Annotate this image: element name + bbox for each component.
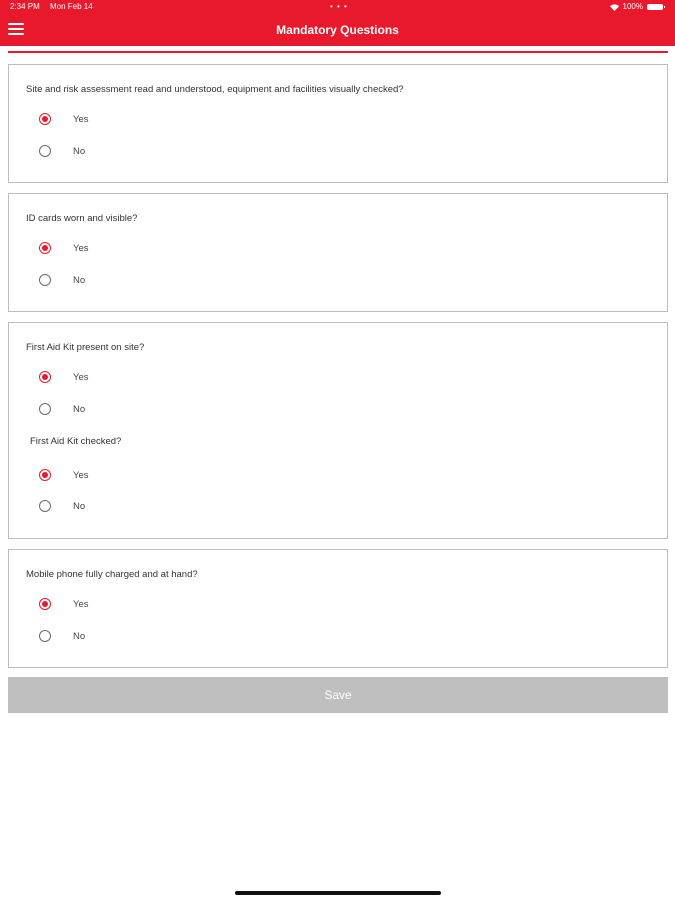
question-card-site-assessment	[8, 64, 668, 183]
battery-percentage: 100%	[622, 2, 643, 11]
radio-option-no[interactable]	[39, 144, 86, 158]
status-time: 2:34 PM	[10, 2, 40, 11]
status-date: Mon Feb 14	[50, 2, 93, 11]
radio-option-yes[interactable]	[39, 597, 89, 611]
home-indicator[interactable]	[235, 891, 441, 895]
radio-option-no[interactable]	[39, 629, 86, 643]
radio-option-no[interactable]	[39, 273, 86, 287]
radio-selected-icon[interactable]	[39, 242, 51, 254]
radio-option-yes[interactable]	[39, 468, 89, 482]
status-right	[610, 0, 663, 14]
question-card-mobile-phone	[8, 549, 668, 668]
question-card-id-cards	[8, 193, 668, 312]
option-label: No	[73, 500, 86, 512]
radio-unselected-icon[interactable]	[39, 403, 51, 415]
question-card-first-aid	[8, 322, 668, 539]
radio-option-yes[interactable]	[39, 370, 89, 384]
option-label: No	[73, 630, 86, 642]
navigation-bar	[0, 14, 675, 46]
radio-option-yes[interactable]	[39, 241, 89, 255]
radio-selected-icon[interactable]	[39, 469, 51, 481]
multitasking-dots: • • •	[330, 2, 348, 11]
radio-selected-icon[interactable]	[39, 113, 51, 125]
radio-selected-icon[interactable]	[39, 598, 51, 610]
option-label: Yes	[73, 371, 89, 383]
option-label: Yes	[73, 242, 89, 254]
question-label: Mobile phone fully charged and at hand?	[26, 569, 198, 580]
radio-unselected-icon[interactable]	[39, 274, 51, 286]
radio-option-yes[interactable]	[39, 112, 89, 126]
option-label: Yes	[73, 113, 89, 125]
wifi-icon	[610, 4, 619, 11]
page-title: Mandatory Questions	[276, 23, 399, 37]
option-label: No	[73, 403, 86, 415]
option-label: Yes	[73, 469, 89, 481]
option-label: No	[73, 145, 86, 157]
save-button[interactable]: Save	[8, 677, 668, 713]
question-label: Site and risk assessment read and understood, equipment and facilities visually checked?	[26, 84, 404, 95]
battery-icon	[647, 4, 663, 10]
hamburger-menu-icon[interactable]	[8, 23, 24, 37]
status-bar	[0, 0, 675, 14]
radio-unselected-icon[interactable]	[39, 145, 51, 157]
radio-unselected-icon[interactable]	[39, 630, 51, 642]
radio-unselected-icon[interactable]	[39, 500, 51, 512]
radio-option-no[interactable]	[39, 499, 86, 513]
header-divider	[8, 51, 668, 53]
option-label: No	[73, 274, 86, 286]
question-label: First Aid Kit checked?	[30, 436, 122, 447]
option-label: Yes	[73, 598, 89, 610]
question-label: First Aid Kit present on site?	[26, 342, 145, 353]
radio-selected-icon[interactable]	[39, 371, 51, 383]
radio-option-no[interactable]	[39, 402, 86, 416]
question-label: ID cards worn and visible?	[26, 213, 138, 224]
